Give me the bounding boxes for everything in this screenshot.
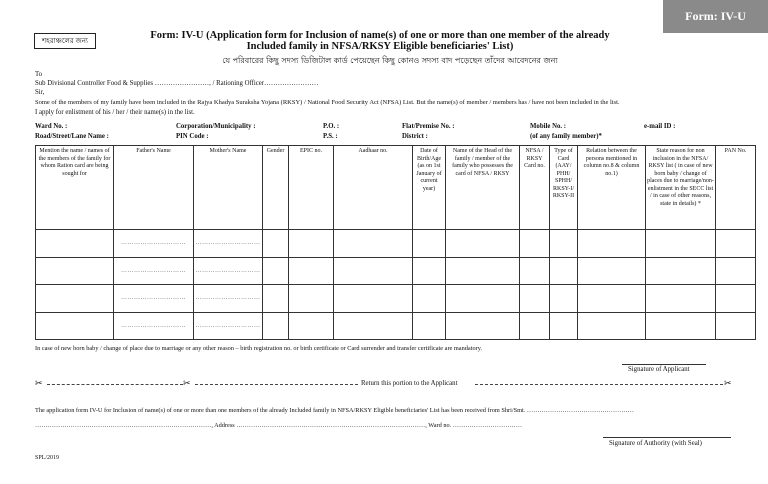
dotted-fill: ………………………… — [121, 323, 186, 330]
col-reason: State reason for non inclusion in the NFSA/ RKSY list ( in case of new born baby / change of places due to marriage/non-enlistment in the SECC list / in case of other reasons, state in details) * — [646, 146, 716, 230]
table-cell[interactable] — [646, 285, 716, 313]
col-mother-name: Mother's Name — [194, 146, 263, 230]
col-gender: Gender — [263, 146, 289, 230]
table-cell[interactable] — [578, 312, 646, 340]
bengali-subtitle: যে পরিবারের কিছু সদস্য ডিজিটাল কার্ড পেয়েছেন কিছু কোনও সদস্য বাদ পড়েছেন তাঁদের আবেদনের জন্য — [222, 56, 558, 65]
col-father-name: Father's Name — [114, 146, 194, 230]
form-title-line2: Included family in NFSA/RKSY Eligible beneficiaries' List) — [246, 41, 514, 52]
table-cell[interactable] — [716, 257, 756, 285]
table-cell[interactable] — [578, 285, 646, 313]
table-cell[interactable] — [289, 285, 334, 313]
table-cell[interactable] — [194, 312, 263, 340]
col-relation: Relation between the persons mentioned in column no.8 & column no.1) — [578, 146, 646, 230]
table-cell[interactable] — [578, 230, 646, 258]
dotted-fill: ………………………… — [195, 240, 261, 247]
table-cell[interactable] — [263, 230, 289, 258]
table-cell[interactable] — [550, 230, 578, 258]
dotted-fill: ………………………… — [121, 295, 186, 302]
table-cell[interactable] — [114, 230, 194, 258]
road-label: Road/Street/Lane Name : — [35, 133, 109, 140]
table-cell[interactable] — [289, 312, 334, 340]
table-cell[interactable] — [36, 285, 114, 313]
table-row — [36, 312, 756, 340]
dotted-fill: ………………………… — [195, 295, 261, 302]
table-cell[interactable] — [194, 257, 263, 285]
table-cell[interactable] — [550, 285, 578, 313]
col-card-type: Type of Card (AAY/ PHH/ SPHH/ RKSY-I/ RKSY-II — [550, 146, 578, 230]
flat-label: Flat/Premise No. : — [402, 123, 455, 130]
form-title-line1: Form: IV-U (Application form for Inclusion of name(s) of one or more than one member of the already — [150, 30, 610, 41]
form-tag: Form: IV-U — [663, 0, 768, 33]
scissors-icon: ✂ — [724, 379, 732, 389]
dash-segment — [475, 384, 723, 385]
table-cell[interactable] — [36, 257, 114, 285]
table-cell[interactable] — [289, 230, 334, 258]
authority-sig-line — [603, 437, 731, 438]
col-head-of-family: Name of the Head of the family / member of the family who possesses the card of NFSA / RKSY — [446, 146, 520, 230]
table-cell[interactable] — [413, 230, 446, 258]
email-label: e-mail ID : — [644, 123, 676, 130]
district-label: District : — [402, 133, 428, 140]
table-cell[interactable] — [36, 230, 114, 258]
scissors-icon: ✂ — [183, 379, 191, 389]
table-cell[interactable] — [446, 312, 520, 340]
table-cell[interactable] — [114, 285, 194, 313]
table-row — [36, 230, 756, 258]
table-cell[interactable] — [194, 285, 263, 313]
table-cell[interactable] — [36, 312, 114, 340]
table-cell[interactable] — [263, 285, 289, 313]
table-cell[interactable] — [114, 312, 194, 340]
family-member-note: (of any family member)* — [530, 133, 602, 140]
table-cell[interactable] — [550, 312, 578, 340]
table-cell[interactable] — [194, 230, 263, 258]
col-member-names: Mention the name / names of the members of the family for whom Ration card are being sought for — [36, 146, 114, 230]
col-card-no: NFSA / RKSY Card no. — [520, 146, 550, 230]
table-cell[interactable] — [413, 285, 446, 313]
to-label: To — [35, 71, 43, 78]
table-cell[interactable] — [289, 257, 334, 285]
col-dob: Date of Birth/Age (as on 1st January of current year) — [413, 146, 446, 230]
dash-segment — [47, 384, 183, 385]
acknowledgement-line-2: …………………………………………………………………………, Address ………………………………………………………………………………, Ward no. …………………………… — [35, 422, 523, 429]
body-text-1: Some of the members of my family have been included in the Rajya Khadya Suraksha Yojana (RKSY) / National Food Security Act (NFSA) List. But the name(s) of member / members has / have not been included in the list. — [35, 99, 620, 106]
col-aadhaar: Aadhaar no. — [334, 146, 413, 230]
body-text-2: I apply for enlistment of his / her / their name(s) in the list. — [35, 109, 195, 116]
table-row — [36, 285, 756, 313]
table-cell[interactable] — [716, 312, 756, 340]
table-cell[interactable] — [520, 230, 550, 258]
return-portion-label: Return this portion to the Applicant — [361, 380, 458, 387]
salutation: Sir, — [35, 89, 45, 96]
dotted-fill: ………………………… — [121, 240, 186, 247]
table-cell[interactable] — [334, 230, 413, 258]
table-cell[interactable] — [446, 230, 520, 258]
table-cell[interactable] — [334, 285, 413, 313]
table-cell[interactable] — [550, 257, 578, 285]
mobile-label: Mobile No. : — [530, 123, 567, 130]
ps-label: P.S. : — [323, 133, 338, 140]
table-cell[interactable] — [578, 257, 646, 285]
footer-code: SPL/2019 — [35, 455, 60, 461]
table-row — [36, 257, 756, 285]
table-cell[interactable] — [413, 312, 446, 340]
table-cell[interactable] — [446, 257, 520, 285]
table-cell[interactable] — [334, 312, 413, 340]
table-cell[interactable] — [263, 257, 289, 285]
table-cell[interactable] — [716, 230, 756, 258]
corporation-label: Corporation/Municipality : — [176, 123, 256, 130]
members-table — [35, 145, 756, 340]
ward-label: Ward No. : — [35, 123, 68, 130]
dotted-fill: ………………………… — [195, 323, 261, 330]
pin-label: PIN Code : — [176, 133, 209, 140]
authority-signature-label: Signature of Authority (with Seal) — [609, 440, 702, 447]
table-cell[interactable] — [446, 285, 520, 313]
dotted-fill: ………………………… — [195, 267, 261, 274]
col-epic: EPIC no. — [289, 146, 334, 230]
table-header-row — [36, 146, 756, 230]
table-cell[interactable] — [646, 257, 716, 285]
addressee: Sub Divisional Controller Food & Supplies ……………………, / Rationing Officer…………………… — [35, 80, 319, 87]
po-label: P.O. : — [323, 123, 340, 130]
table-cell[interactable] — [646, 312, 716, 340]
acknowledgement-line-1: The application form IV-U for Inclusion of name(s) of one or more than one members of the already Included family in NFSA/RKSY Eligible beneficiaries' List has been received from Shri/Smt. …………………………………………… — [35, 407, 634, 414]
col-pan: PAN No. — [716, 146, 756, 230]
scissors-icon: ✂ — [35, 379, 43, 389]
applicant-signature-label: Signature of Applicant — [628, 366, 690, 373]
mandatory-note: In case of new born baby / change of place due to marriage or any other reason – birth registration no. or birth certificate or Card surrender and transfer certificate are mandatory. — [35, 345, 483, 352]
table-cell[interactable] — [334, 257, 413, 285]
table-cell[interactable] — [520, 285, 550, 313]
table-cell[interactable] — [413, 257, 446, 285]
table-cell[interactable] — [263, 312, 289, 340]
dotted-fill: ………………………… — [121, 267, 186, 274]
office-use-box: শহরাঞ্চলের জন্য — [34, 33, 96, 49]
tear-line — [35, 379, 735, 389]
table-cell[interactable] — [114, 257, 194, 285]
table-cell[interactable] — [716, 285, 756, 313]
dash-segment — [195, 384, 358, 385]
table-cell[interactable] — [646, 230, 716, 258]
table-cell[interactable] — [520, 257, 550, 285]
table-cell[interactable] — [520, 312, 550, 340]
